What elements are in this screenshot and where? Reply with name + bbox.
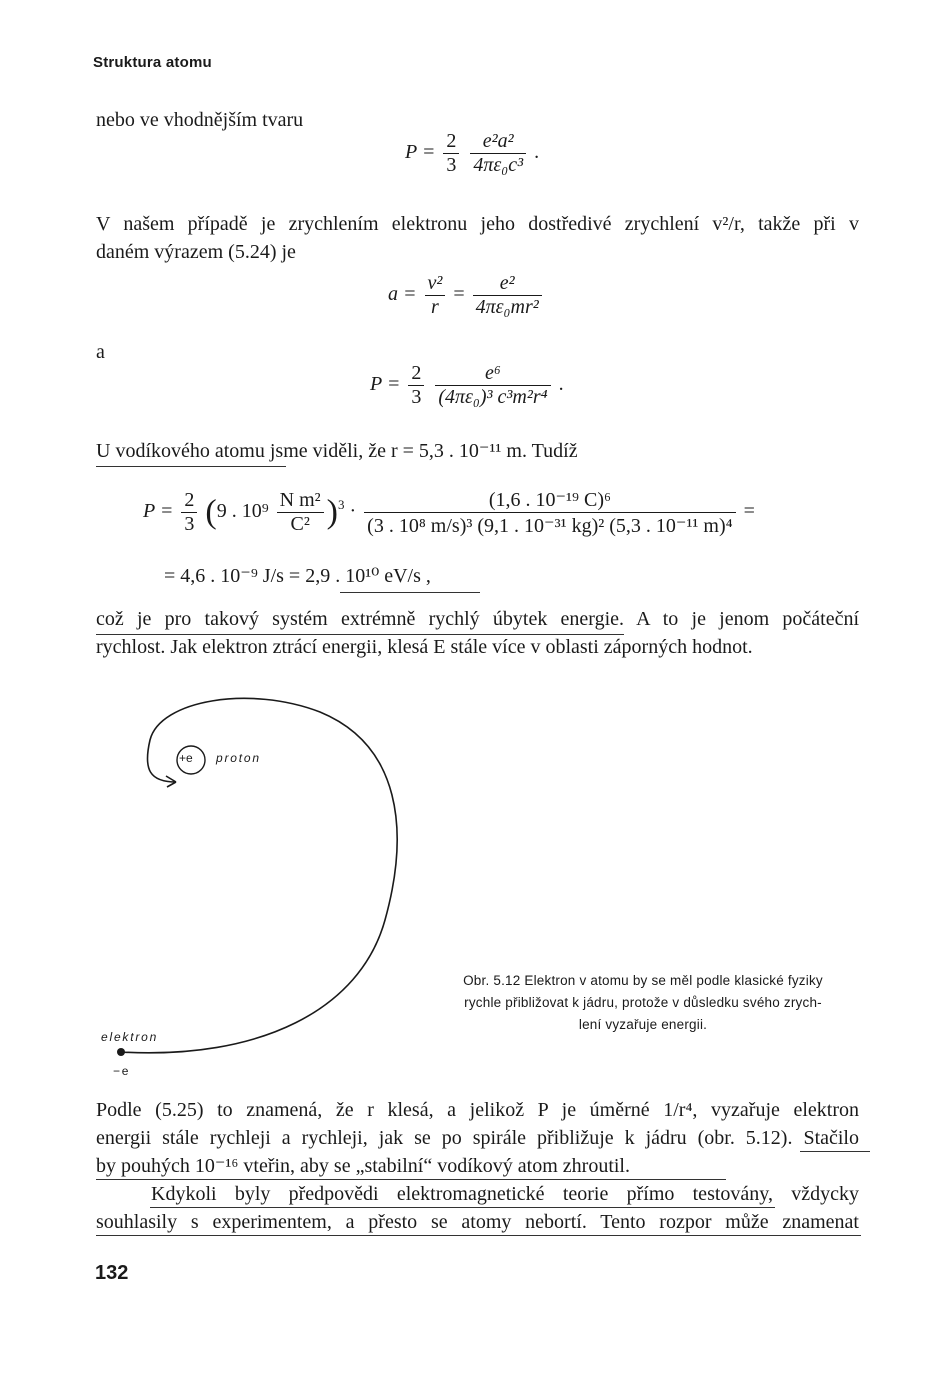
paragraph-hydrogen: U vodíkového atomu jsme viděli, že r = 5,3 . 10⁻¹¹ m. Tudíž: [96, 440, 578, 462]
p4-line1: Podle (5.25) to znamená, že r klesá, a jelikož P je úměrné 1/r⁴, vyzařuje elektron: [96, 1099, 859, 1121]
eq4-end: =: [743, 500, 755, 523]
p3-line1: což je pro takový systém extrémně rychlý úbytek energie. A to je jenom počáteční: [96, 608, 859, 630]
paragraph-contradiction: [96, 1180, 859, 1236]
eq4-coef-num: 2: [184, 489, 195, 511]
pencil-underline: [96, 1235, 861, 1236]
conjunction-a: a: [96, 341, 105, 363]
eq4-numerator: (1,6 . 10⁻¹⁹ C)⁶: [488, 489, 611, 511]
eq4-unit-den: C²: [277, 512, 324, 536]
eq4-dot: ·: [349, 500, 357, 523]
eq2-equals: =: [453, 283, 465, 306]
eq4-paren-exp: 3: [338, 497, 345, 513]
eq2-f1-den: r: [425, 295, 446, 319]
electron-dot: [117, 1048, 125, 1056]
eq2-lhs: a =: [388, 283, 417, 306]
p5-line1: Kdykoli byly předpovědi elektromagnetické teorie přímo testovány, vždycky: [151, 1183, 859, 1205]
proton-label: proton: [216, 751, 261, 765]
electron-label: elektron: [101, 1030, 159, 1044]
eq1-coef-num: 2: [446, 130, 457, 152]
equation-result: = 4,6 . 10⁻⁹ J/s = 2,9 . 10¹⁰ eV/s ,: [164, 565, 431, 587]
pencil-underline: [150, 1207, 775, 1208]
eq3-lhs: P =: [370, 373, 401, 396]
caption-line3: lení vyzařuje energii.: [578, 1017, 708, 1032]
eq4-unit-num: N m²: [279, 489, 321, 511]
eq1-end: .: [534, 141, 540, 164]
proton-symbol: +e: [179, 751, 193, 765]
intro-text: nebo ve vhodnějším tvaru: [96, 109, 304, 131]
p1-line2: daném výrazem (5.24) je: [96, 241, 296, 263]
paragraph-collapse: [96, 1096, 859, 1180]
p5-line2: souhlasily s experimentem, a přesto se atomy nebortí. Tento rozpor může znamenat: [96, 1211, 859, 1233]
eq1-numerator: e²a²: [482, 130, 514, 152]
eq2-f1-num: v²: [427, 272, 443, 294]
pencil-underline: [800, 1151, 870, 1152]
eq3-coef-den: 3: [408, 385, 424, 409]
eq4-lhs: P =: [143, 500, 174, 523]
caption-line2: rychle přibližovat k jádru, protože v důsledku svého zrych-: [464, 995, 822, 1010]
figure-caption: [420, 970, 866, 1036]
eq3-end: .: [558, 373, 564, 396]
eq3-coef-num: 2: [411, 362, 422, 384]
eq3-denominator: (4πε₀)³ c³m²r⁴: [435, 385, 550, 409]
caption-line1: Obr. 5.12 Elektron v atomu by se měl podle klasické fyziky: [463, 973, 823, 988]
p3-line2: rychlost. Jak elektron ztrácí energii, klesá E stále více v oblasti záporných hodnot.: [96, 636, 753, 658]
running-header: Struktura atomu: [93, 54, 212, 71]
p4-line2: energii stále rychleji a rychleji, jak se po spirále přibližuje k jádru (obr. 5.12). Stačilo: [96, 1127, 859, 1149]
eq1-coef-den: 3: [443, 153, 459, 177]
eq4-coef-den: 3: [181, 512, 197, 536]
eq4-denominator: (3 . 10⁸ m/s)³ (9,1 . 10⁻³¹ kg)² (5,3 . 10⁻¹¹ m)⁴: [364, 512, 735, 538]
p4-line3: by pouhých 10⁻¹⁶ vteřin, aby se „stabilní“ vodíkový atom zhroutil.: [96, 1155, 630, 1177]
p1-line1: V našem případě je zrychlením elektronu jeho dostředivé zrychlení v²/r, takže při v: [96, 213, 859, 235]
eq2-f2-num: e²: [499, 272, 515, 294]
electron-symbol: −e: [113, 1064, 131, 1078]
eq4-paren-inner: 9 . 10⁹: [216, 500, 269, 523]
page-number: 132: [95, 1262, 129, 1284]
eq1-denominator: 4πε₀c³: [470, 153, 526, 177]
eq4-paren-open: (: [205, 493, 217, 531]
eq3-numerator: e⁶: [485, 362, 501, 384]
eq1-lhs: P =: [405, 141, 436, 164]
eq4-paren-close: ): [326, 493, 338, 531]
eq2-f2-den: 4πε₀mr²: [473, 295, 542, 319]
